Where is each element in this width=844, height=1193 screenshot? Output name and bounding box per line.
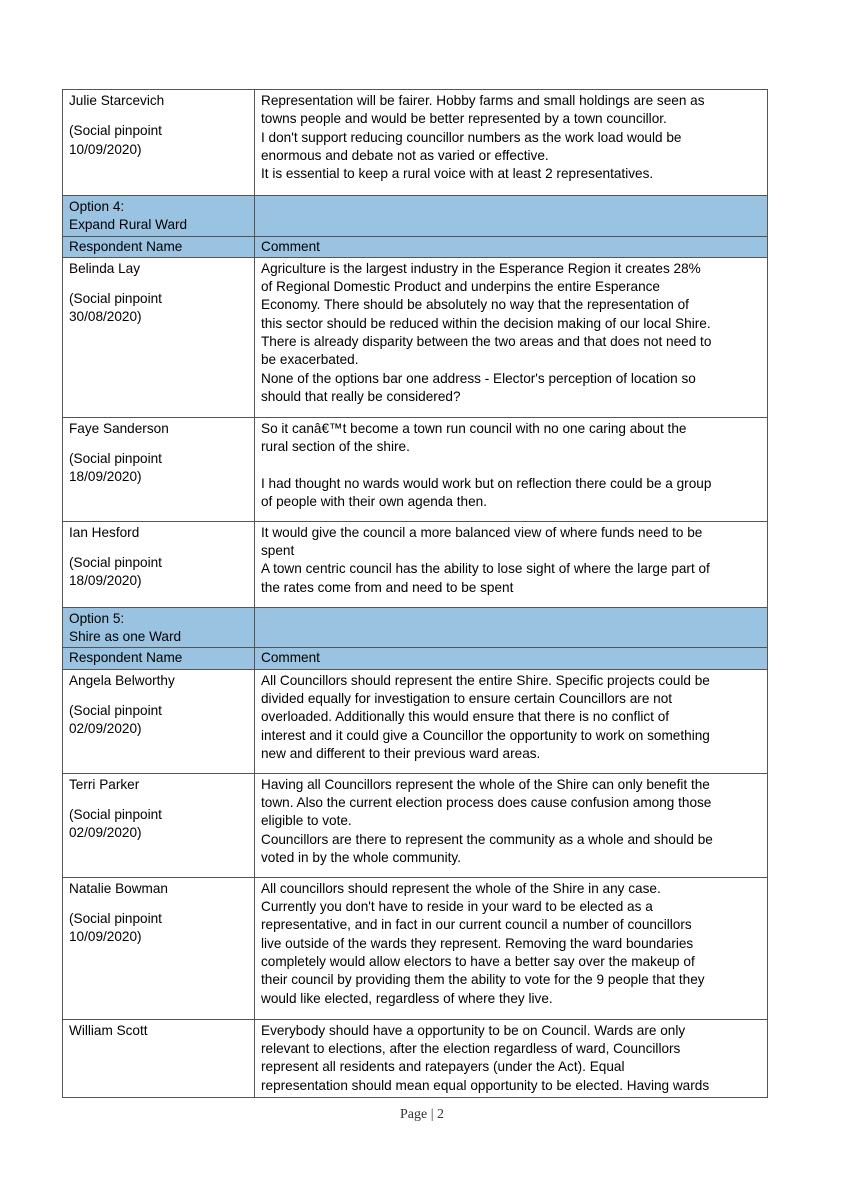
comment-line: be exacerbated.	[261, 352, 359, 368]
comment-header: Comment	[255, 236, 768, 257]
respondent-source-line: 02/09/2020)	[69, 721, 142, 737]
comment-line: Councillors are there to represent the community as a whole and should be	[261, 831, 713, 847]
respondent-source-line: (Social pinpoint	[69, 555, 162, 571]
respondent-name: Natalie Bowman	[69, 880, 168, 896]
comment-line: should that really be considered?	[261, 388, 461, 404]
respondent-name: Faye Sanderson	[69, 420, 169, 436]
comment-line: Economy. There should be absolutely no way that the representation of	[261, 297, 689, 313]
respondent-name: Ian Hesford	[69, 524, 140, 540]
option-title-line: Option 5:	[69, 610, 125, 626]
comment-cell	[255, 417, 768, 521]
comment-line: relevant to elections, after the election regardless of ward, Councillors	[261, 1041, 681, 1057]
respondent-source-line: 30/08/2020)	[69, 309, 142, 325]
respondent-row	[63, 773, 768, 877]
respondent-name: Belinda Lay	[69, 260, 141, 276]
respondent-name: William Scott	[69, 1022, 148, 1038]
comment-line: representation should mean equal opportunity to be elected. Having wards	[261, 1077, 710, 1093]
option-title-cell	[63, 196, 255, 237]
respondent-source-line: (Social pinpoint	[69, 703, 162, 719]
respondent-source-line: 02/09/2020)	[69, 825, 142, 841]
comment-line: Having all Councillors represent the whole of the Shire can only benefit the	[261, 776, 710, 792]
page-footer: Page | 2	[399, 1107, 445, 1122]
respondent-source-line: (Social pinpoint	[69, 911, 162, 927]
comment-line: overloaded. Additionally this would ensure that there is no conflict of	[261, 709, 670, 725]
comment-line: eligible to vote.	[261, 813, 352, 829]
comment-line: new and different to their previous ward areas.	[261, 745, 541, 761]
comment-line: Everybody should have a opportunity to be on Council. Wards are only	[261, 1022, 686, 1038]
respondent-source-line: (Social pinpoint	[69, 123, 162, 139]
comment-blank-line	[261, 456, 761, 474]
respondent-source-line: 18/09/2020)	[69, 573, 142, 589]
respondent-cell	[63, 257, 255, 417]
comment-cell	[255, 90, 768, 196]
comment-line: rural section of the shire.	[261, 439, 410, 455]
option-empty-cell	[255, 607, 768, 648]
respondent-cell	[63, 773, 255, 877]
respondent-row	[63, 669, 768, 773]
option-title-line: Option 4:	[69, 199, 125, 214]
comment-line: I don't support reducing councillor numbers as the work load would be	[261, 129, 682, 145]
comment-line: All councillors should represent the whole of the Shire in any case.	[261, 880, 661, 896]
option-title-line: Expand Rural Ward	[69, 217, 188, 233]
respondent-source	[69, 450, 248, 487]
respondent-source-line: 18/09/2020)	[69, 469, 142, 485]
comment-line: It is essential to keep a rural voice with at least 2 representatives.	[261, 166, 654, 182]
comment-line: their council by providing them the ability to vote for the 9 people that they	[261, 972, 705, 988]
comment-line: Agriculture is the largest industry in the Esperance Region it creates 28%	[261, 260, 701, 276]
comment-line: represent all residents and ratepayers (under the Act). Equal	[261, 1059, 625, 1075]
comment-cell	[255, 669, 768, 773]
respondent-source	[69, 702, 248, 739]
comment-line: Currently you don't have to reside in your ward to be elected as a	[261, 899, 653, 915]
comment-line: interest and it could give a Councillor the opportunity to work on something	[261, 727, 710, 743]
respondent-source	[69, 122, 248, 159]
comment-line: voted in by the whole community.	[261, 849, 461, 865]
respondent-cell	[63, 417, 255, 521]
comment-cell	[255, 877, 768, 1019]
comment-line: towns people and would be better represented by a town councillor.	[261, 111, 667, 127]
comment-line: this sector should be reduced within the decision making of our local Shire.	[261, 315, 711, 331]
respondent-cell	[63, 877, 255, 1019]
respondent-source-line: (Social pinpoint	[69, 451, 162, 467]
respondent-source	[69, 290, 248, 327]
comment-line: There is already disparity between the two areas and that does not need to	[261, 334, 712, 350]
respondent-row	[63, 877, 768, 1019]
comment-cell	[255, 773, 768, 877]
option-title-line: Shire as one Ward	[69, 629, 182, 645]
comment-header: Comment	[255, 648, 768, 669]
comment-line: Representation will be fairer. Hobby farms and small holdings are seen as	[261, 93, 705, 108]
respondent-name: Julie Starcevich	[69, 93, 165, 108]
comment-cell	[255, 257, 768, 417]
respondent-name-header: Respondent Name	[63, 236, 255, 257]
comment-line: representative, and in fact in our current council a number of councillors	[261, 917, 692, 933]
respondent-source	[69, 806, 248, 843]
respondent-name: Terri Parker	[69, 776, 140, 792]
comment-cell	[255, 1019, 768, 1097]
respondent-cell	[63, 521, 255, 607]
option-header-row	[63, 607, 768, 648]
respondent-source-line: (Social pinpoint	[69, 807, 162, 823]
column-header-row	[63, 236, 768, 257]
respondent-row	[63, 417, 768, 521]
comment-line: spent	[261, 543, 295, 559]
comment-line: divided equally for investigation to ensure certain Councillors are not	[261, 691, 673, 707]
submissions-table-body	[63, 90, 768, 1098]
respondent-row	[63, 257, 768, 417]
comment-line: of Regional Domestic Product and underpins the entire Esperance	[261, 279, 660, 295]
respondent-cell	[63, 90, 255, 196]
comment-line: the rates come from and need to be spent	[261, 579, 514, 595]
respondent-source-line: 10/09/2020)	[69, 141, 142, 157]
comment-line: enormous and debate not as varied or effective.	[261, 147, 549, 163]
option-empty-cell	[255, 196, 768, 237]
option-title-cell	[63, 607, 255, 648]
comment-line: So it canâ€™t become a town run council with no one caring about the	[261, 420, 687, 436]
comment-line: A town centric council has the ability to lose sight of where the large part of	[261, 561, 710, 577]
respondent-row	[63, 90, 768, 196]
respondent-row	[63, 521, 768, 607]
respondent-name: Angela Belworthy	[69, 672, 175, 688]
respondent-cell	[63, 1019, 255, 1097]
column-header-row	[63, 648, 768, 669]
respondent-name-header: Respondent Name	[63, 648, 255, 669]
comment-line: None of the options bar one address - Elector's perception of location so	[261, 370, 696, 386]
comment-line: live outside of the wards they represent. Removing the ward boundaries	[261, 935, 694, 951]
comment-line: would like elected, regardless of where they live.	[261, 990, 553, 1006]
respondent-cell	[63, 669, 255, 773]
comment-line: All Councillors should represent the entire Shire. Specific projects could be	[261, 672, 710, 688]
option-header-row	[63, 196, 768, 237]
respondent-source	[69, 910, 248, 947]
comment-line: of people with their own agenda then.	[261, 494, 487, 510]
comment-line: It would give the council a more balanced view of where funds need to be	[261, 524, 703, 540]
submissions-table	[62, 89, 768, 1098]
respondent-source-line: 10/09/2020)	[69, 929, 142, 945]
respondent-source	[69, 554, 248, 591]
comment-line: I had thought no wards would work but on reflection there could be a group	[261, 475, 712, 491]
respondent-source-line: (Social pinpoint	[69, 291, 162, 307]
respondent-row	[63, 1019, 768, 1097]
comment-line: completely would allow electors to have a better say over the makeup of	[261, 953, 695, 969]
comment-line: town. Also the current election process does cause confusion among those	[261, 795, 712, 811]
comment-cell	[255, 521, 768, 607]
